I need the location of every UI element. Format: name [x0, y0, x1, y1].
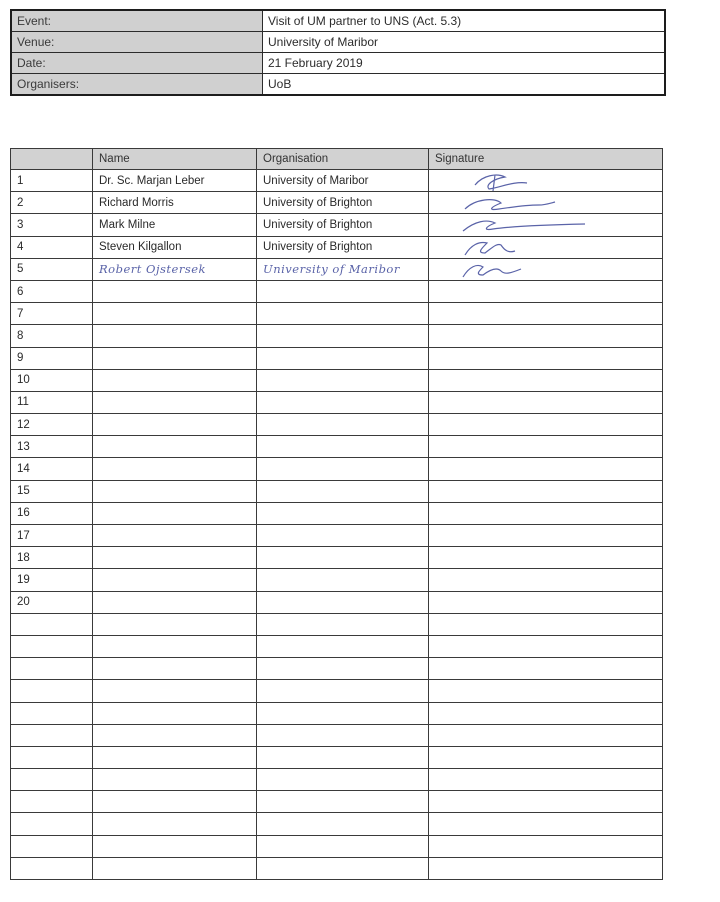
attendee-organisation [257, 325, 429, 347]
attendee-name [93, 325, 257, 347]
row-number: 17 [11, 525, 93, 547]
row-number: 14 [11, 458, 93, 480]
signature-cell [429, 347, 663, 369]
attendance-row [11, 835, 663, 857]
row-number [11, 658, 93, 680]
attendance-row [11, 258, 663, 280]
signature-cell [429, 724, 663, 746]
attendance-row [11, 502, 663, 524]
attendance-row [11, 702, 663, 724]
attendance-row [11, 658, 663, 680]
signature-cell [429, 857, 663, 879]
attendee-organisation [257, 303, 429, 325]
signature-cell [429, 769, 663, 791]
attendance-body [11, 170, 663, 880]
attendee-name: Mark Milne [93, 214, 257, 236]
attendee-name [93, 724, 257, 746]
attendance-row [11, 458, 663, 480]
attendee-organisation [257, 835, 429, 857]
attendance-table [10, 148, 663, 880]
attendee-organisation [257, 724, 429, 746]
attendee-name [93, 436, 257, 458]
signature-cell [429, 835, 663, 857]
attendance-row [11, 635, 663, 657]
signature-cell [429, 502, 663, 524]
attendee-organisation [257, 569, 429, 591]
attendee-name: Dr. Sc. Marjan Leber [93, 170, 257, 192]
attendee-organisation [257, 502, 429, 524]
signature-cell [429, 480, 663, 502]
row-number: 8 [11, 325, 93, 347]
attendee-name [93, 613, 257, 635]
row-number: 15 [11, 480, 93, 502]
row-number [11, 702, 93, 724]
attendance-row [11, 680, 663, 702]
attendee-name [93, 414, 257, 436]
attendee-name: Steven Kilgallon [93, 236, 257, 258]
signature-stroke [463, 221, 585, 231]
row-number [11, 680, 93, 702]
attendee-name [93, 502, 257, 524]
attendee-name [93, 369, 257, 391]
attendee-name [93, 746, 257, 768]
attendee-name [93, 658, 257, 680]
signature-cell [429, 702, 663, 724]
attendee-organisation [257, 280, 429, 302]
attendance-row [11, 547, 663, 569]
attendee-name [93, 347, 257, 369]
info-value-date: 21 February 2019 [263, 53, 666, 74]
attendance-row [11, 791, 663, 813]
attendance-header [11, 149, 663, 170]
attendance-row [11, 769, 663, 791]
row-number: 16 [11, 502, 93, 524]
signature-cell [429, 569, 663, 591]
attendance-row [11, 192, 663, 214]
info-row-venue [11, 32, 665, 53]
attendee-name [93, 591, 257, 613]
attendance-row [11, 724, 663, 746]
event-info-table [10, 9, 666, 96]
attendee-organisation [257, 658, 429, 680]
row-number [11, 635, 93, 657]
handwritten-signature [435, 171, 655, 191]
attendee-organisation [257, 813, 429, 835]
row-number: 18 [11, 547, 93, 569]
signature-cell [429, 303, 663, 325]
attendee-name [93, 813, 257, 835]
attendance-row [11, 236, 663, 258]
attendance-row [11, 214, 663, 236]
row-number: 5 [11, 258, 93, 280]
attendee-organisation [257, 857, 429, 879]
attendance-row [11, 525, 663, 547]
attendee-name [93, 791, 257, 813]
info-label-organisers: Organisers: [11, 74, 263, 96]
attendee-organisation [257, 414, 429, 436]
row-number: 12 [11, 414, 93, 436]
row-number: 6 [11, 280, 93, 302]
attendee-organisation [257, 613, 429, 635]
event-info-body [11, 10, 665, 95]
attendance-row [11, 347, 663, 369]
attendance-row [11, 480, 663, 502]
row-number: 4 [11, 236, 93, 258]
row-number [11, 746, 93, 768]
attendee-organisation [257, 347, 429, 369]
signature-cell [429, 414, 663, 436]
row-number: 19 [11, 569, 93, 591]
row-number [11, 835, 93, 857]
info-row-event [11, 10, 665, 32]
attendee-organisation [257, 525, 429, 547]
info-row-date [11, 53, 665, 74]
attendee-organisation: University of Brighton [257, 192, 429, 214]
attendance-row [11, 303, 663, 325]
attendee-name: Richard Morris [93, 192, 257, 214]
attendee-organisation [257, 369, 429, 391]
header-name: Name [93, 149, 257, 170]
attendance-row [11, 591, 663, 613]
info-label-venue: Venue: [11, 32, 263, 53]
attendance-row [11, 325, 663, 347]
header-organisation: Organisation [257, 149, 429, 170]
attendee-name [93, 458, 257, 480]
info-label-date: Date: [11, 53, 263, 74]
attendee-organisation [257, 436, 429, 458]
row-number [11, 613, 93, 635]
info-label-event: Event: [11, 10, 263, 32]
signature-cell [429, 680, 663, 702]
attendee-name [93, 280, 257, 302]
signature-cell [429, 325, 663, 347]
attendance-row [11, 613, 663, 635]
row-number: 11 [11, 391, 93, 413]
attendee-organisation: University of Brighton [257, 214, 429, 236]
signature-cell [429, 214, 663, 236]
row-number: 9 [11, 347, 93, 369]
row-number: 1 [11, 170, 93, 192]
signature-stroke [465, 243, 515, 256]
attendance-row [11, 436, 663, 458]
attendee-organisation [257, 391, 429, 413]
attendee-organisation: University of Maribor [257, 170, 429, 192]
attendee-name [93, 569, 257, 591]
signature-cell [429, 635, 663, 657]
attendee-organisation: University of Maribor [257, 258, 429, 280]
signature-cell [429, 236, 663, 258]
handwritten-signature [435, 193, 655, 213]
row-number [11, 724, 93, 746]
header-number [11, 149, 93, 170]
attendance-row [11, 813, 663, 835]
info-value-organisers: UoB [263, 74, 666, 96]
attendee-name [93, 391, 257, 413]
attendance-row [11, 369, 663, 391]
signature-cell [429, 791, 663, 813]
signature-cell [429, 813, 663, 835]
row-number [11, 791, 93, 813]
row-number [11, 813, 93, 835]
handwritten-signature [435, 259, 655, 279]
signature-cell [429, 170, 663, 192]
attendee-name [93, 635, 257, 657]
attendee-name [93, 680, 257, 702]
signature-cell [429, 192, 663, 214]
attendance-row [11, 746, 663, 768]
signature-cell [429, 369, 663, 391]
signature-stroke [465, 199, 555, 209]
attendee-organisation [257, 591, 429, 613]
attendee-name: Robert Ojstersek [93, 258, 257, 280]
attendee-organisation [257, 547, 429, 569]
attendee-name [93, 769, 257, 791]
attendance-row [11, 170, 663, 192]
signature-cell [429, 458, 663, 480]
row-number [11, 857, 93, 879]
attendee-name [93, 525, 257, 547]
header-signature: Signature [429, 149, 663, 170]
row-number: 10 [11, 369, 93, 391]
signature-cell [429, 658, 663, 680]
handwritten-signature [435, 237, 655, 257]
attendee-name [93, 835, 257, 857]
attendee-organisation [257, 680, 429, 702]
attendee-name [93, 857, 257, 879]
signature-cell [429, 746, 663, 768]
signature-cell [429, 258, 663, 280]
info-value-event: Visit of UM partner to UNS (Act. 5.3) [263, 10, 666, 32]
row-number [11, 769, 93, 791]
signature-cell [429, 547, 663, 569]
attendance-header-row [11, 149, 663, 170]
attendee-name [93, 303, 257, 325]
attendance-row [11, 280, 663, 302]
attendee-name [93, 480, 257, 502]
attendee-organisation [257, 769, 429, 791]
attendance-row [11, 414, 663, 436]
attendee-organisation [257, 791, 429, 813]
attendee-organisation [257, 480, 429, 502]
row-number: 2 [11, 192, 93, 214]
attendance-row [11, 391, 663, 413]
handwritten-signature [435, 215, 655, 235]
attendee-organisation [257, 702, 429, 724]
signature-cell [429, 391, 663, 413]
attendee-organisation [257, 746, 429, 768]
signature-stroke [463, 266, 521, 278]
attendee-organisation: University of Brighton [257, 236, 429, 258]
signature-stroke [475, 175, 527, 191]
attendance-row [11, 569, 663, 591]
signature-cell [429, 525, 663, 547]
info-value-venue: University of Maribor [263, 32, 666, 53]
row-number: 3 [11, 214, 93, 236]
signature-cell [429, 436, 663, 458]
signature-cell [429, 613, 663, 635]
row-number: 20 [11, 591, 93, 613]
info-row-organisers [11, 74, 665, 96]
attendance-row [11, 857, 663, 879]
attendee-name [93, 702, 257, 724]
row-number: 13 [11, 436, 93, 458]
signature-cell [429, 591, 663, 613]
attendee-name [93, 547, 257, 569]
attendee-organisation [257, 635, 429, 657]
row-number: 7 [11, 303, 93, 325]
signature-cell [429, 280, 663, 302]
attendee-organisation [257, 458, 429, 480]
